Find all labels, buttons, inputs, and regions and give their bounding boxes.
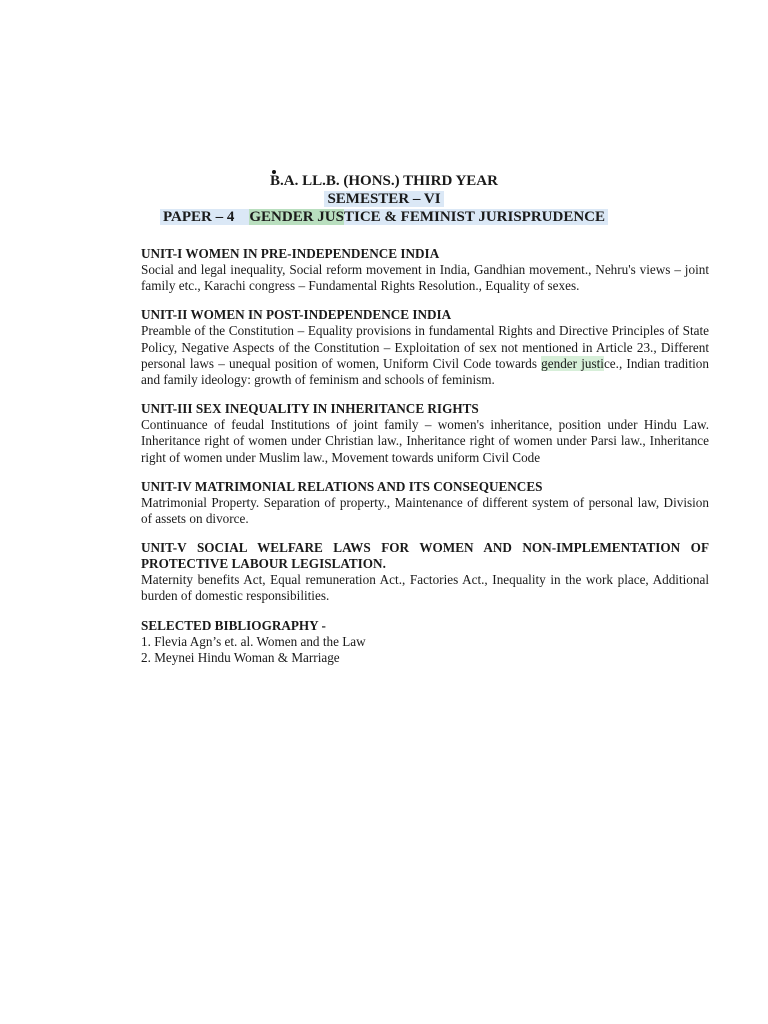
unit-5 <box>141 540 709 604</box>
paper-title-rest: TICE & FEMINIST JURISPRUDENCE <box>343 209 605 225</box>
unit-4-body: Matrimonial Property. Separation of property., Maintenance of different system of personal law, Division of assets on divorce. <box>141 494 709 527</box>
paper-title <box>0 208 768 226</box>
unit-2-search-highlight: gender justi <box>541 355 604 371</box>
unit-2-body <box>141 323 709 388</box>
unit-3-body: Continuance of feudal Institutions of joint family – women's inheritance, position under Hindu Law. Inheritance right of women under Christian law., Inheritance right of women under Parsi law., Inheritance right of women under Muslim law., Movement towards uniform Civil Code <box>141 417 709 465</box>
paper-title-search-highlight: GENDER JUS <box>249 209 344 225</box>
syllabus-content <box>141 246 709 666</box>
unit-1-body: Social and legal inequality, Social reform movement in India, Gandhian movement., Nehru's views – joint family etc., Karachi congress – Fundamental Rights Resolution., Equality of sexes. <box>141 262 709 294</box>
unit-1 <box>141 246 709 294</box>
unit-2-title: UNIT-II WOMEN IN POST-INDEPENDENCE INDIA <box>141 307 452 323</box>
unit-5-title: UNIT-V SOCIAL WELFARE LAWS FOR WOMEN AND NON-IMPLEMENTATION OF PROTECTIVE LABOUR LEGISLATION. <box>141 540 709 572</box>
unit-3 <box>141 401 709 466</box>
unit-5-body: Maternity benefits Act, Equal remuneration Act., Factories Act., Inequality in the work place, Additional burden of domestic responsibilities. <box>141 572 709 604</box>
course-title <box>0 172 768 190</box>
course-title-text: B.A. LL.B. (HONS.) THIRD YEAR <box>270 173 498 189</box>
unit-1-title: UNIT-I WOMEN IN PRE-INDEPENDENCE INDIA <box>141 246 440 261</box>
paper-title-highlight <box>160 209 608 225</box>
unit-2-body-before: Preamble of the Constitution – Equality provisions in fundamental Rights and Directive Principles of State Policy, Negative Aspects of the Constitution – Exploitation of sex not mentioned in Article 23., Different personal laws – unequal position of women, Uniform Civil Code towards <box>141 323 709 371</box>
bibliography-item-1: 1. Flevia Agn’s et. al. Women and the Law <box>141 633 366 649</box>
bibliography-title: SELECTED BIBLIOGRAPHY - <box>141 617 326 633</box>
unit-2 <box>141 307 709 388</box>
bibliography-item-2: 2. Meynei Hindu Woman & Marriage <box>141 649 340 665</box>
paper-number: PAPER – 4 <box>162 209 235 225</box>
unit-4 <box>141 479 709 527</box>
bibliography <box>141 618 709 666</box>
unit-2-body-after: ce., Indian tradition and family ideology: growth of feminism and schools of feminism. <box>141 355 709 388</box>
unit-4-title: UNIT-IV MATRIMONIAL RELATIONS AND ITS CONSEQUENCES <box>141 478 543 494</box>
unit-3-title: UNIT-III SEX INEQUALITY IN INHERITANCE RIGHTS <box>141 401 479 417</box>
semester-title <box>0 190 768 208</box>
semester-title-text: SEMESTER – VI <box>324 191 443 207</box>
